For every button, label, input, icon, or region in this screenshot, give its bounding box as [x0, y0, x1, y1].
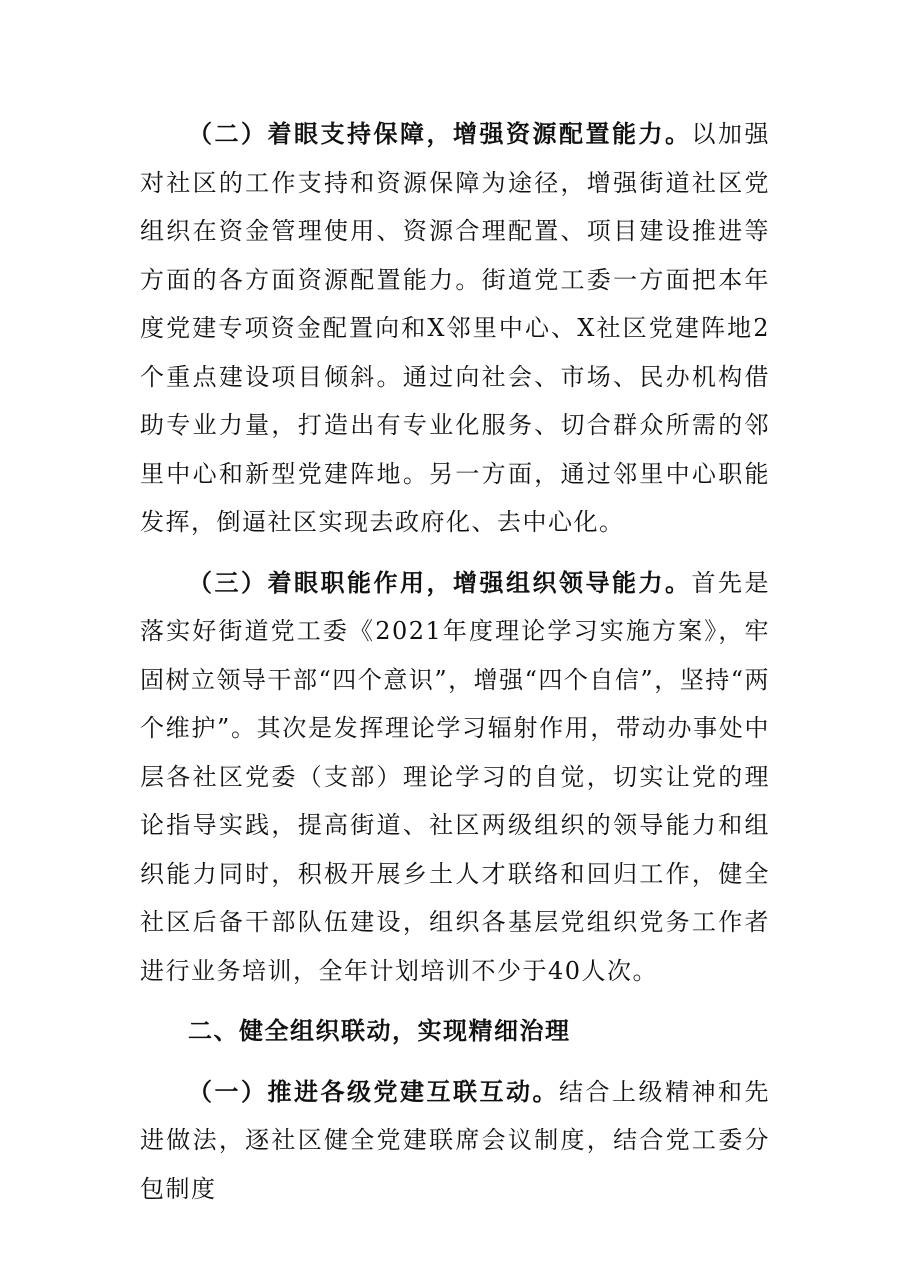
paragraph-leadership [140, 559, 770, 996]
paragraph-heading: （一）推进各级党建互联互动。 [188, 1076, 559, 1106]
paragraph-body: 结合上级精神和先进做法，逐社区健全党建联席会议制度，结合党工委分包制度 [140, 1077, 770, 1203]
paragraph-heading: （三）着眼职能作用，增强组织领导能力。 [188, 567, 692, 597]
paragraph-body: 以加强对社区的工作支持和资源保障为途径，增强街道社区党组织在资金管理使用、资源合理配置、项目建设推进等方面的各方面资源配置能力。街道党工委一方面把本年度党建专项资金配置向和X邻里中心、X社区党建阵地2个重点建设项目倾斜。通过向社会、市场、民办机构借助专业力量，打造出有专业化服务、切合群众所需的邻里中心和新型党建阵地。另一方面，通过邻里中心职能发挥，倒逼社区实现去政府化、去中心化。 [140, 120, 770, 536]
paragraph-resource-allocation [140, 110, 770, 547]
section-heading: 二、健全组织联动，实现精细治理 [188, 1016, 571, 1045]
paragraph-heading: （二）着眼支持保障，增强资源配置能力。 [188, 119, 692, 148]
paragraph-party-interaction [140, 1068, 770, 1214]
paragraph-body: 首先是落实好街道党工委《2021年度理论学习实施方案》，牢固树立领导干部“四个意识”，增强“四个自信”，坚持“两个维护”。其次是发挥理论学习辐射作用，带动办事处中层各社区党委（支部）理论学习的自觉，切实让党的理论指导实践，提高街道、社区两级组织的领导能力和组织能力同时，积极开展乡土人才联络和回归工作，健全社区后备干部队伍建设，组织各基层党组织党务工作者进行业务培训，全年计划培训不少于40人次。 [140, 568, 770, 985]
document-page [140, 110, 770, 1213]
